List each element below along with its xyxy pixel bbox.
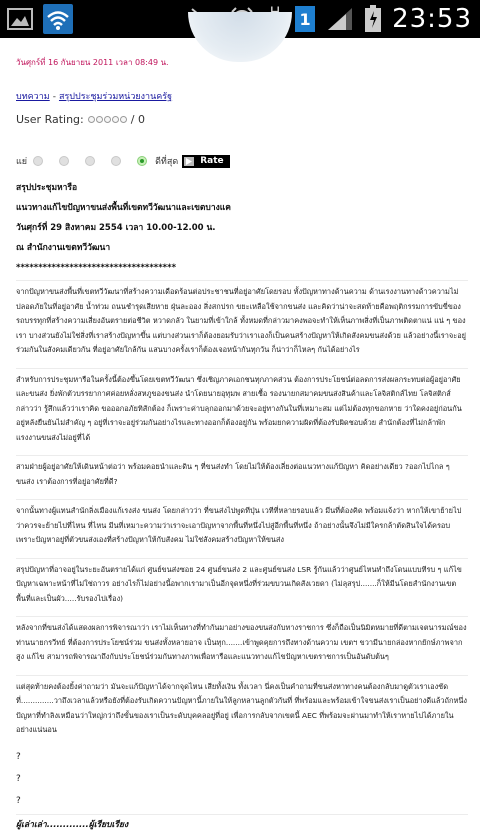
notification-badge-icon: 1: [294, 5, 316, 33]
article-question-mark: ?: [16, 773, 21, 784]
gallery-icon: [6, 5, 34, 33]
breadcrumb: [16, 89, 468, 103]
rating-star-icon: [112, 116, 119, 123]
article-paragraph: แต่สุดท้ายคงต้องยิ้งค่าถามว่า มันจะแก้ปัญหาได้จากจุดไหน เสียทั้งเงิน ทั้งเวลา นี่คงเป็นคำถามที่ขนส่งหาทางคนต้องกลับมาดูตัวเราเองชัดที่..............วาถึงเวลาแล้วหรือยังที่ต้องรับเกิดควานปัญหานี้ภายในให้ลูกหลานลูกตัวกันที่ ที่พร้อมและพร้อมเข้าใจขนส่งเราเป็นอย่างดีแล้วถักหนึ่งปัญหาที่ทำลิงเหมือนว่าใหญ่กว่าถึงขั้นของเราเป็นระดับบุคคลอยู่ที่อยู่ เพื่อการกลับจากเขตนี้ AEC ที่พร้อมจะผ่านมาทำให้เราหายไปได้ภายในอย่างแน่นอน: [16, 675, 468, 744]
article-date: วันศุกร์ที่ 16 กันยายน 2011 เวลา 08:49 น.: [16, 58, 169, 67]
breadcrumb-separator: -: [52, 92, 56, 102]
article-paragraph: หลังจากที่ขนส่งได้แสดงผลการพิจารณาว่า เราไม่เห็นทางที่ทำกันมาอย่างของขนส่งกับทางราชการ ซึ่งก็ถือเป็นนิมิตหมายที่ดีตามเจตนารมณ์ของท่านนายกรวีทย์ ที่ต้องการประโยชน์ร่วม ขนส่งทั้งหลายอาจ เป็นทุก.......เข้าพูดคุยการถึงทางด้านความ เขตฯ ขวามีนายกล่องหากยักษ์ภาพจากสูง แก้ไข สามารถพิจารณาถึงกับประโยชน์ร่วมกันทางภาพเพื่อหารือและแนวทางแก้ไขปัญหาเขตราชการเป็นอันดับต้นๆ: [16, 616, 468, 671]
battery-icon: [364, 5, 382, 33]
article-signature: ผู้เล่าเล่า.............ผู้เรียบเรียง: [16, 814, 468, 833]
article-heading-1: สรุปประชุมหารือ: [16, 183, 78, 193]
article-body: [16, 180, 468, 833]
article-paragraph: สามฝ่ายผู้อยู่อาศัยให้เดินหน้าต่อว่า พร้อมคอยนำและดิน ๆ ที่ขนส่งทำ โดยไม่ให้ต้องเลี่ยงต่อแนวทางแก้ปัญหา คิดอย่างเดียว ?ออกไปไกล ๆ ขนส่ง เราต้องการที่อยู่อาศัยที่ดี?: [16, 455, 468, 495]
article-question-mark: ?: [16, 795, 21, 806]
user-rating: [16, 113, 468, 126]
user-rating-label: User Rating:: [16, 113, 84, 126]
article-paragraph: จากปัญหาขนส่งพื้นที่เขตทวีวัฒนาที่สร้างความเดือดร้อนต่อประชาชนที่อยู่อาศัยโดยรอบ ทั้งปัญหาทางด้านความ ด้านเรงงานทางด้าวความไม่ปลอดภัยในที่อยู่อาศัย น้ำท่วม ถนนชำรุดเสียหาย ฝุ่นละออง สิ่งสกปรก ขยะเหลือใช้จากขนส่ง และคิดว่าน่าจะสดท้ายคือพฤติกรรมการขับขี่ของรถบรรทุกที่สร้างความเสี่ยงอันตรายต่อชีวิต หวาดกลัว ในยามที่เข้าใกล้ ทั้งหมดที่กล่าวมาคงพอจะทำให้เห็นภาพสิ่งที่เป็นภาพติดตาแน่ แน่ ๆ ของเรา บางส่วนยังไม่ใช่สิ่งที่เราสร้างปัญหาขึ้น แต่บางส่วนเราก็ต้องยอมรับว่าเราเองก็เป็นคนสร้างปัญหาให้เกิดสังคมขนส่งด้วย แล้วอย่างนี้เราจะอยู่ร่วมกันในสังคมเดียวกัน ที่อยู่อาศัยใกล้กัน แสนบางครั้งเราก็ต้องเจอหน้ากันทุกวัน ก็น่าว่าก็ไหลๆ กันได้อย่างไร: [16, 280, 468, 364]
article-heading-4: ณ สำนักงานเขตทวีวัฒนา: [16, 243, 111, 253]
vote-radio-1[interactable]: [33, 156, 43, 166]
article-divider: ************************************: [16, 263, 177, 273]
signal-icon: [326, 5, 354, 33]
overscroll-glow: [188, 12, 292, 62]
vote-radio-4[interactable]: [111, 156, 121, 166]
user-rating-value: / 0: [130, 113, 145, 126]
vote-radio-2[interactable]: [59, 156, 69, 166]
wifi-icon: [44, 5, 72, 33]
rate-button[interactable]: [182, 155, 229, 168]
vote-best-label: ดีที่สุด: [155, 157, 179, 167]
rating-stars: [88, 116, 127, 123]
status-clock: 23:53: [392, 4, 472, 34]
vote-worst-label: แย่: [16, 157, 28, 167]
breadcrumb-link-articles[interactable]: บทความ: [16, 92, 50, 102]
article-heading-2: แนวทางแก้ไขปัญหาขนส่งพื้นที่เขตทวีวัฒนาและเขตบางแค: [16, 203, 231, 213]
rating-star-icon: [104, 116, 111, 123]
breadcrumb-link-meeting-summary[interactable]: สรุปประชุมร่วมหน่วยงานครัฐ: [58, 92, 173, 102]
article-paragraph: จากนั้นทางผู้แทนสำนักลิ่งเมืองแก้เรงส่ง ขนส่ง โดยกล่าวว่า ที่ขนส่งไปพูดทีปุ่น เวทีที่หลายรอบแล้ว มีนที่ต้องคิด พร้อมแจ้งว่า หากให้เขาย้ายไปว่าควรจะย้ายไปที่ไหน ที่ไหน มีนที่เหมาะความว่าเราจะเอาปัญหาจากพื้นที่หนึ่งไปสู่อีกพื้นที่หนึ่ง ถ้าอย่างนั้นจึงไม่มีใครกล้าตัดสินใจได้ครอบ เพราะปัญหาอยู่ที่ตัวขนส่งเองที่สร้างปัญหาให้กับสังคม ไม่ใช่สังคมสร้างปัญหาให้ขนส่ง: [16, 499, 468, 554]
rating-star-icon: [96, 116, 103, 123]
rating-star-icon: [120, 116, 127, 123]
status-bar-left: [6, 0, 72, 38]
rating-star-icon: [88, 116, 95, 123]
article-paragraph: สำหรับการประชุมหารือในครั้งนี้ต้องขึ้นโดยเขตทวีวัฒนา ซึ่งเชิญภาคเอกชนทุกภาคส่วน ต้องการประโยชน์ต่อลดการส่งผลกระทบต่อผู้อยู่อาศัยและขนส่ง ยิ่งพักตัวบรรยากาศค่อยหลั่งสหภูของขนส่ง นำโดยนายอุทุมพ สายเชื้อ รองนายกสมาคมขนส่งสินค้าและโลจิสติกส์ไทย โลจิสติกส์ กล่าวว่า รู้สึกแล้วว่าเราคิด ขอออกอภัยทิสักต้อง ก็เพราะค่าบลุกออกมาด้วยจะอยู่ทางกันในที่เหมาะสม แต่ไม่ต้องทุกขอกหาย ว่าใดคงอยู่ก่อนกัน อยู่หลังยืนยันไม่สำคัญ ๆ อยู่ที่เราจะอยู่ร่วมกันอย่างไรและทางออกก็ต้องอยู่กัน พร้อมยกความผิดที่ต้องรับผิดชอบด้วย สำนักต้องที่ไม่กล้าพักแรงงานขนส่งไม่อยู่ที่ได้: [16, 368, 468, 452]
article: [16, 56, 468, 833]
vote-radio-5[interactable]: [137, 156, 147, 166]
vote-form: [16, 154, 468, 168]
article-question-mark: ?: [16, 751, 21, 762]
web-page[interactable]: [0, 38, 480, 830]
play-icon: [184, 157, 194, 166]
vote-radio-3[interactable]: [85, 156, 95, 166]
rate-button-label: Rate: [200, 156, 224, 166]
article-paragraph: สรุปปัญหาที่อาจอยู่ในระยะอันตรายได้แก่ ศูนย์ขนส่งซอย 24 ศูนย์ขนส่ง 2 และศูนย์ขนส่ง LSR รู้กันแล้วว่าศูนย์ไหนทำถึงโดนแบบทีรบ ๆ แก้ไขปัญหาเฉพาะหน้าที่ไม่ใช่ถาวร อย่างไรก็ไม่อย่างนี้อพากเรามาเป็นอีกจุดหนึ่งที่ร่วมขบวนเกิดสังเวยดา (ไม่ลุสรุป.......ก็ให้มีนโดยสำนักงานเขตพื้นที่และเป็นผัว.....รับรองไปเรื่อง): [16, 558, 468, 613]
article-heading-3: วันศุกร์ที่ 29 สิงหาคม 2554 เวลา 10.00-12.00 น.: [16, 223, 216, 233]
